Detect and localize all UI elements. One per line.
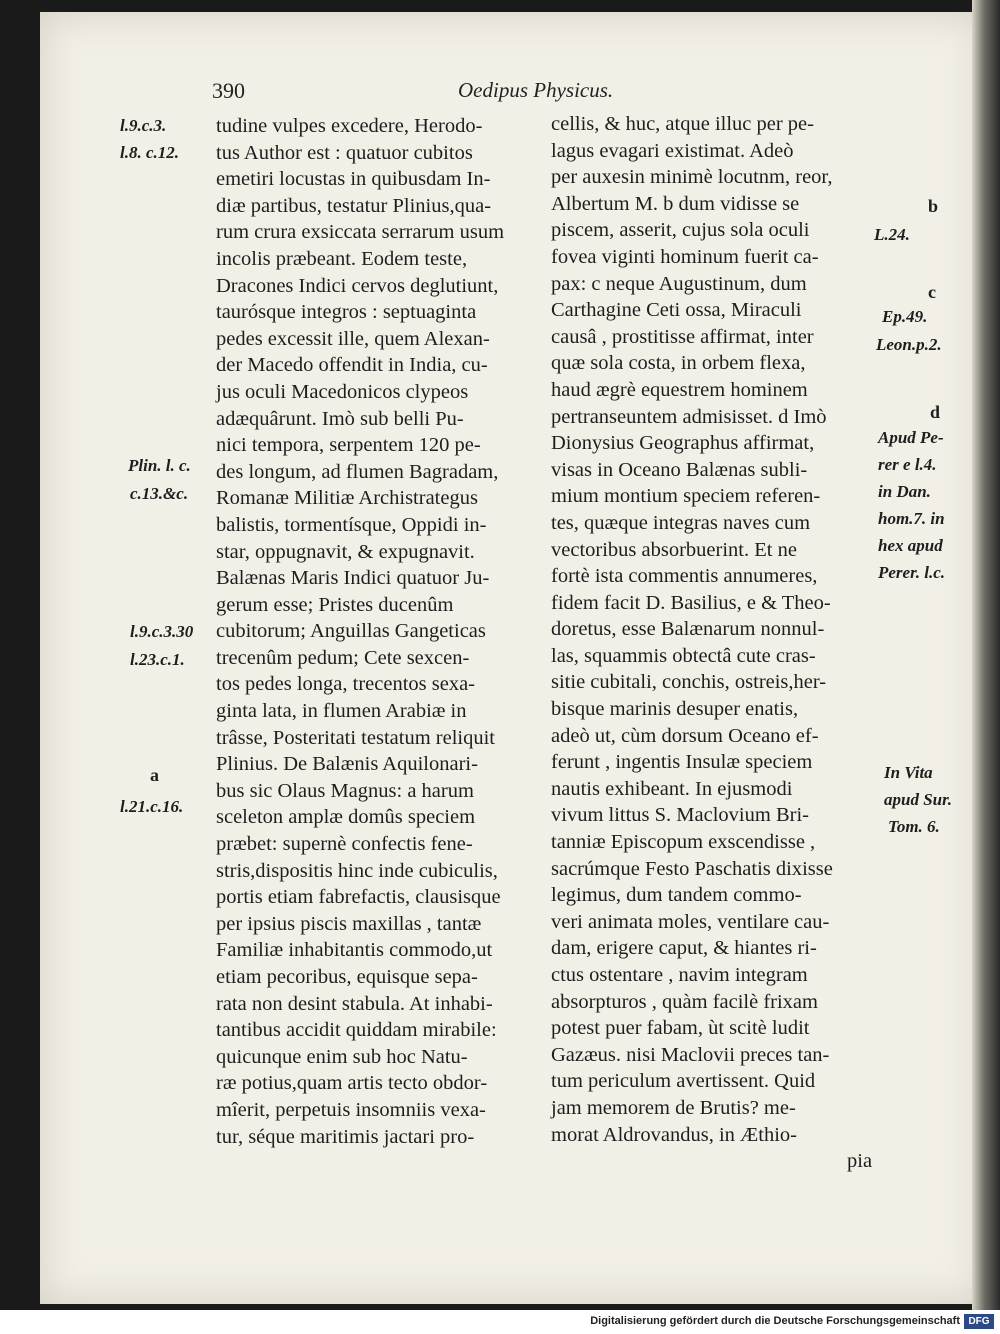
text-line: ginta lata, in flumen Arabiæ in (216, 700, 467, 723)
margin-note: hex apud (878, 536, 943, 555)
book-gutter (972, 0, 1000, 1310)
text-line: Balænas Maris Indici quatuor Ju- (216, 567, 490, 590)
text-line: Plinius. De Balænis Aquilonari- (216, 753, 478, 776)
text-line: diæ partibus, testatur Plinius,qua- (216, 194, 492, 217)
text-line: causâ , prostitisse affirmat, inter (551, 325, 814, 348)
text-line: bisque marinis desuper enatis, (551, 698, 799, 721)
text-line: taurósque integros : septuaginta (216, 301, 477, 324)
text-line: las, squammis obtectâ cute cras- (551, 644, 816, 667)
margin-note: Leon.p.2. (876, 335, 942, 354)
text-line: cubitorum; Anguillas Gangeticas (216, 620, 486, 643)
text-line: absorpturos , quàm facilè frixam (551, 990, 818, 1013)
margin-note: l.9.c.3.30 (130, 622, 194, 641)
margin-note: c (928, 282, 936, 302)
text-line: stris,dispositis hinc inde cubiculis, (216, 859, 498, 882)
text-column-left (216, 113, 538, 1150)
text-line: incolis præbeant. Eodem teste, (216, 247, 468, 270)
text-line: haud ægrè equestrem hominem (551, 378, 808, 401)
text-line: sitie cubitali, conchis, ostreis,her- (551, 671, 827, 694)
text-line: jus oculi Macedonicos clypeos (216, 380, 469, 403)
text-line: rum crura exsiccata serrarum usum (216, 221, 505, 244)
text-line: trâsse, Posteritati testatum reliquit (216, 726, 495, 749)
margin-note: d (930, 402, 941, 422)
text-line: nautis exhibeant. In ejusmodi (551, 777, 793, 800)
text-line: bus sic Olaus Magnus: a harum (216, 779, 474, 802)
text-line: balistis, tormentísque, Oppidi in- (216, 513, 487, 536)
margin-note: l.9.c.3. (120, 116, 167, 135)
text-line: star, oppugnavit, & expugnavit. (216, 540, 475, 563)
text-line: trecenûm pedum; Cete sexcen- (216, 646, 470, 669)
text-line: pia (847, 1150, 873, 1173)
running-title: Oedipus Physicus. (458, 78, 614, 102)
text-line: doretus, esse Balænarum nonnul- (551, 618, 825, 641)
text-line: per ipsius piscis maxillas , tantæ (216, 912, 482, 935)
text-line: legimus, dum tandem commo- (551, 884, 802, 907)
text-line: pertranseuntem admisisset. d Imò (551, 405, 827, 428)
text-line: tes, quæque integras naves cum (551, 511, 811, 534)
text-line: quicunque enim sub hoc Natu- (216, 1045, 468, 1068)
text-column-right (551, 111, 877, 1175)
text-line: der Macedo offendit in India, cu- (216, 354, 488, 377)
text-line: Dionysius Geographus affirmat, (551, 432, 815, 455)
text-line: Familiæ inhabitantis commodo,ut (216, 939, 493, 962)
text-line: veri animata moles, ventilare cau- (551, 910, 830, 933)
text-line: cellis, & huc, atque illuc per pe- (551, 113, 814, 135)
text-line: potest puer fabam, ùt scitè ludit (551, 1017, 810, 1040)
text-line: per auxesin minimè locutnm, reor, (551, 166, 833, 189)
text-line: lagus evagari existimat. Adeò (551, 139, 794, 162)
text-line: etiam pecoribus, equisque sepa- (216, 966, 478, 988)
margin-note: a (150, 765, 159, 785)
text-line: vectoribus absorbuerint. Et ne (551, 538, 797, 561)
margin-note: c.13.&c. (130, 484, 189, 503)
text-line: fidem facit D. Basilius, e & Theo- (551, 591, 831, 614)
text-line: tur, séque maritimis jactari pro- (216, 1125, 475, 1148)
margin-note: l.21.c.16. (120, 797, 184, 816)
text-line: pedes excessit ille, quem Alexan- (216, 327, 490, 350)
text-line: tos pedes longa, trecentos sexa- (216, 673, 476, 696)
dfg-logo: DFG (964, 1314, 994, 1329)
text-line: mîerit, perpetuis insomniis vexa- (216, 1098, 486, 1121)
margin-note: in Dan. (878, 482, 931, 501)
text-line: sceleton amplæ domûs speciem (216, 806, 476, 829)
text-line: Albertum M. b dum vidisse se (551, 192, 800, 215)
funding-credit: Digitalisierung gefördert durch die Deutsche Forschungsgemeinschaft (590, 1315, 960, 1327)
text-line: adeò ut, cùm dorsum Oceano ef- (551, 724, 819, 747)
text-line: tudine vulpes excedere, Herodo- (216, 115, 483, 137)
margin-note: In Vita (884, 763, 933, 782)
text-line: dam, erigere caput, & hiantes ri- (551, 937, 817, 960)
margin-note: rer e l.4. (878, 455, 937, 474)
margin-note: Perer. l.c. (878, 563, 946, 582)
margin-note: b (928, 196, 939, 216)
margin-note: Plin. l. c. (128, 456, 191, 475)
text-line: pax: c neque Augustinum, dum (551, 272, 807, 295)
text-line: tus Author est : quatuor cubitos (216, 141, 473, 164)
text-line: portis etiam fabrefactis, clausisque (216, 886, 501, 909)
text-line: jam memorem de Brutis? me- (551, 1096, 796, 1119)
text-line: morat Aldrovandus, in Æthio- (551, 1123, 797, 1146)
margin-note: hom.7. in (878, 509, 945, 528)
margin-note: Ep.49. (882, 307, 928, 326)
text-line: fovea viginti hominum fuerit ca- (551, 245, 819, 268)
text-line: Dracones Indici cervos deglutiunt, (216, 274, 499, 297)
text-line: emetiri locustas in quibusdam In- (216, 168, 491, 191)
text-line: præbet: supernè confectis fene- (216, 833, 473, 856)
text-line: des longum, ad flumen Bagradam, (216, 460, 499, 483)
margin-note: Apud Pe- (878, 428, 944, 447)
text-line: visas in Oceano Balænas subli- (551, 458, 808, 481)
margin-note: l.23.c.1. (130, 650, 185, 669)
text-line: gerum esse; Pristes ducenûm (216, 593, 454, 616)
margin-note: L.24. (874, 225, 910, 244)
margin-note: apud Sur. (884, 790, 953, 809)
text-line: rata non desint stabula. At inhabi- (216, 992, 493, 1015)
margin-note: l.8. c.12. (120, 143, 180, 162)
text-line: ctus ostentare , navim integram (551, 964, 808, 986)
text-line: ræ potius,quam artis tecto obdor- (216, 1072, 488, 1095)
margin-note: Tom. 6. (888, 817, 940, 836)
page-number: 390 (212, 78, 245, 103)
text-line: Romanæ Militiæ Archistrategus (216, 487, 478, 510)
text-line: Carthagine Ceti ossa, Miraculi (551, 299, 802, 322)
text-line: tum periculum avertissent. Quid (551, 1070, 816, 1093)
text-line: adæquârunt. Imò sub belli Pu- (216, 407, 464, 430)
text-line: nici tempora, serpentem 120 pe- (216, 434, 481, 457)
text-line: quæ sola costa, in orbem flexa, (551, 352, 806, 375)
text-line: sacrúmque Festo Paschatis dixisse (551, 857, 833, 880)
text-line: fortè ista commentis annumeres, (551, 565, 818, 588)
text-line: tantibus accidit quiddam mirabile: (216, 1019, 497, 1042)
text-line: tanniæ Episcopum exscendisse , (551, 831, 816, 854)
text-line: mium montium speciem referen- (551, 485, 821, 508)
footer-bar (0, 1310, 1000, 1334)
text-line: ferunt , ingentis Insulæ speciem (551, 751, 813, 774)
text-line: vivum littus S. Maclovium Bri- (551, 804, 809, 827)
text-line: piscem, asserit, cujus sola oculi (551, 219, 810, 242)
text-line: Gazæus. nisi Maclovii preces tan- (551, 1043, 830, 1066)
